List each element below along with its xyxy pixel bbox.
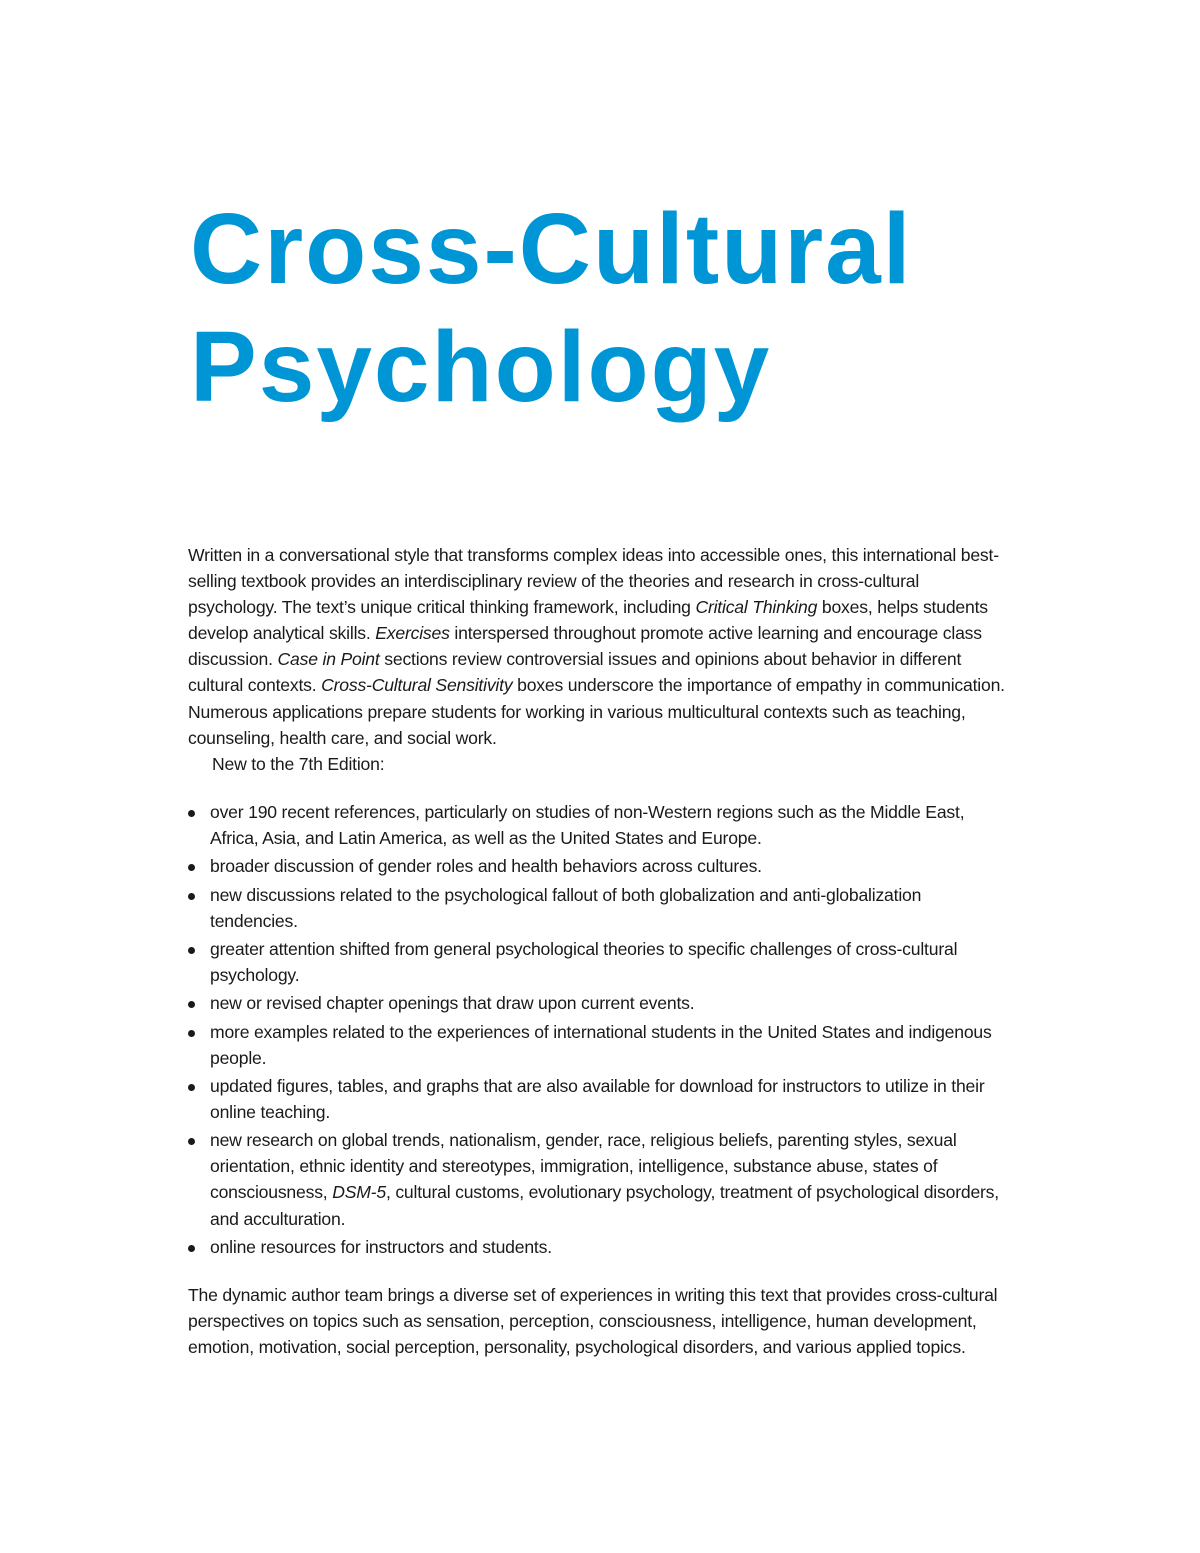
intro-text-4: sections review controversial issues and opinions about behavior in different cultural contexts. (188, 649, 962, 696)
bullet-icon (188, 1245, 195, 1252)
bullet-icon (188, 1001, 195, 1008)
list-item (188, 990, 1008, 1016)
list-item-text: online resources for instructors and students. (210, 1236, 552, 1257)
list-item (188, 799, 1008, 851)
intro-text-1: Written in a conversational style that transforms complex ideas into accessible ones, this international best-selling textbook provides an interdisciplinary review of the theories and research in cross-cultural psychology. The text’s unique critical thinking framework, including (188, 545, 999, 618)
list-item-text: broader discussion of gender roles and health behaviors across cultures. (210, 856, 762, 877)
closing-paragraph: The dynamic author team brings a diverse set of experiences in writing this text that provides cross-cultural perspectives on topics such as sensation, perception, consciousness, intelligence, human development, emotion, motivation, social perception, personality, psychological disorders, and various applied topics. (188, 1284, 998, 1358)
list-item (188, 1019, 1008, 1071)
list-item-text: updated figures, tables, and graphs that are also available for download for instructors to utilize in their online teaching. (210, 1075, 985, 1122)
dsm-5-term: DSM-5 (332, 1182, 386, 1203)
list-item (188, 882, 1008, 934)
list-item-text: more examples related to the experiences of international students in the United States and indigenous people. (210, 1021, 992, 1068)
bullet-icon (188, 810, 195, 817)
back-cover-description (188, 542, 1008, 1360)
intro-paragraph (188, 542, 1008, 751)
list-item-text: new research on global trends, nationalism, gender, race, religious beliefs, parenting styles, sexual orientation, ethnic identity and stereotypes, immigration, intelligence, substance abuse, states of consciousness, (210, 1130, 957, 1203)
bullet-icon (188, 1084, 195, 1091)
new-edition-label: New to the 7th Edition: (212, 753, 385, 774)
list-item (188, 1127, 1008, 1231)
intro-text-5: boxes underscore the importance of empathy in communication. Numerous applications prepare students for working in various multicultural contexts such as teaching, counseling, health care, and social work. (188, 675, 1005, 748)
bullet-icon (188, 893, 195, 900)
book-title-line-2: Psychology (190, 311, 772, 423)
intro-text-2: boxes, helps students develop analytical skills. (188, 597, 988, 644)
bullet-icon (188, 1138, 195, 1145)
critical-thinking-term: Critical Thinking (695, 597, 818, 618)
bullet-icon (188, 1030, 195, 1037)
list-item-text: , cultural customs, evolutionary psychology, treatment of psychological disorders, and acculturation. (210, 1182, 999, 1229)
list-item-text: new or revised chapter openings that draw upon current events. (210, 993, 695, 1014)
bullet-icon (188, 947, 195, 954)
exercises-term: Exercises (375, 623, 450, 644)
case-in-point-term: Case in Point (277, 649, 380, 670)
book-title-line-1: Cross-Cultural (190, 193, 913, 305)
list-item-text: greater attention shifted from general psychological theories to specific challenges of cross-cultural psychology. (210, 938, 958, 985)
intro-text-3: interspersed throughout promote active learning and encourage class discussion. (188, 623, 982, 670)
list-item-text: over 190 recent references, particularly on studies of non-Western regions such as the Middle East, Africa, Asia, and Latin America, as well as the United States and Europe. (210, 801, 965, 848)
new-edition-list (188, 799, 1008, 1260)
list-item (188, 936, 1008, 988)
list-item (188, 853, 1008, 879)
bullet-icon (188, 864, 195, 871)
book-title (190, 190, 1090, 426)
list-item-text: new discussions related to the psychological fallout of both globalization and anti-globalization tendencies. (210, 884, 922, 931)
list-item (188, 1073, 1008, 1125)
cross-cultural-sensitivity-term: Cross-Cultural Sensitivity (321, 675, 513, 696)
list-item (188, 1234, 1008, 1260)
